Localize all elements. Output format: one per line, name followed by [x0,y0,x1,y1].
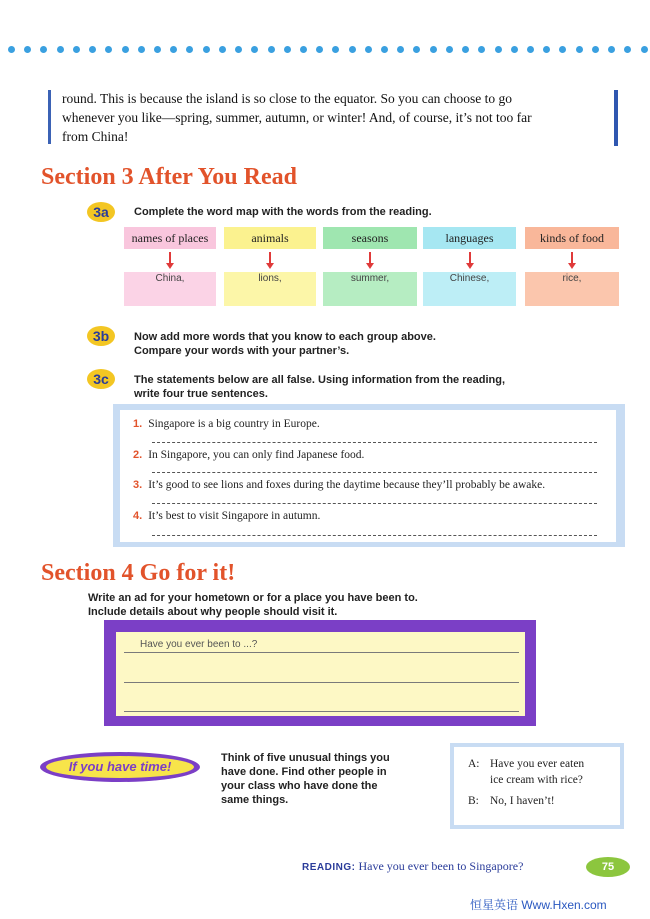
statement-text: In Singapore, you can only find Japanese food. [148,449,365,461]
instruction-3b-line1: Now add more words that you know to each group above. [134,331,436,343]
ad-line-1[interactable] [124,652,519,653]
extra-task-line: Think of five unusual things you [221,752,390,764]
badge-3b: 3b [87,326,115,346]
answer-line-2[interactable] [152,472,597,473]
top-dotted-border [8,46,648,56]
instruction-section4-line2: Include details about why people should visit it. [88,606,338,618]
speaker-a: A: [468,758,480,770]
word-map-answer-box[interactable]: China, [124,272,216,306]
section4-title: Section 4 Go for it! [41,560,236,586]
word-map-answer-box[interactable]: Chinese, [423,272,516,306]
speaker-b: B: [468,795,479,807]
extra-task-line: your class who have done the [221,780,378,792]
word-map-arrowhead [568,263,576,269]
badge-3c: 3c [87,369,115,389]
instruction-3b-line2: Compare your words with your partner’s. [134,345,350,357]
statement-text: It’s best to visit Singapore in autumn. [148,510,321,522]
watermark: 恒星英语 Www.Hxen.com [470,898,607,912]
if-you-have-time-badge: If you have time! [46,756,194,778]
intro-left-rule [48,90,51,144]
word-map-category: animals [224,227,316,249]
statement-number: 2. [133,449,143,461]
instruction-3c-line1: The statements below are all false. Using information from the reading, [134,374,506,386]
footer-title [302,859,523,874]
statement-1 [133,418,320,430]
statement-4 [133,510,320,522]
answer-line-1[interactable] [152,442,597,443]
word-map-answer-box[interactable]: lions, [224,272,316,306]
footer-reading-title: Have you ever been to Singapore? [358,859,524,873]
word-map-arrowhead [266,263,274,269]
word-map-category: names of places [124,227,216,249]
statement-number: 4. [133,510,143,522]
answer-line-4[interactable] [152,535,597,536]
dialog-a-line1: Have you ever eaten [490,758,585,770]
ad-line-3[interactable] [124,711,519,712]
instruction-3b [134,330,436,358]
section3-title: Section 3 After You Read [41,164,297,190]
intro-line: from China! [62,129,129,144]
page-number: 75 [586,857,630,877]
instruction-3c [134,373,505,401]
intro-line: whenever you like—spring, summer, autumn, or winter! And, of course, it’s not too far [62,110,532,125]
statement-number: 3. [133,479,143,491]
statement-text: It’s good to see lions and foxes during the daytime because they’ll probably be awake. [148,479,546,491]
intro-right-rule [614,90,618,146]
statement-text: Singapore is a big country in Europe. [148,418,320,430]
dialog-b-line1: No, I haven’t! [490,795,555,807]
word-map-arrowhead [166,263,174,269]
intro-paragraph [62,89,612,146]
word-map-category: seasons [323,227,417,249]
intro-line: round. This is because the island is so close to the equator. So you can choose to go [62,91,513,106]
word-map-category: kinds of food [525,227,619,249]
statement-3 [133,479,545,491]
statement-2 [133,449,364,461]
ad-start-text: Have you ever been to ...? [140,639,258,650]
footer-reading-label: READING: [302,862,356,873]
instruction-section4-line1: Write an ad for your hometown or for a place you have been to. [88,592,418,604]
ad-line-2[interactable] [124,682,519,683]
word-map-category: languages [423,227,516,249]
badge-3a: 3a [87,202,115,222]
instruction-section4 [88,591,418,619]
extra-task-line: same things. [221,794,289,806]
dialog-a-line2: ice cream with rice? [490,774,583,786]
word-map-arrowhead [366,263,374,269]
word-map-answer-box[interactable]: summer, [323,272,417,306]
word-map-answer-box[interactable]: rice, [525,272,619,306]
extra-task-line: have done. Find other people in [221,766,387,778]
instruction-3a: Complete the word map with the words from the reading. [134,206,432,218]
statement-number: 1. [133,418,143,430]
answer-line-3[interactable] [152,503,597,504]
instruction-3c-line2: write four true sentences. [134,388,268,400]
word-map-arrowhead [466,263,474,269]
extra-task [221,751,390,807]
